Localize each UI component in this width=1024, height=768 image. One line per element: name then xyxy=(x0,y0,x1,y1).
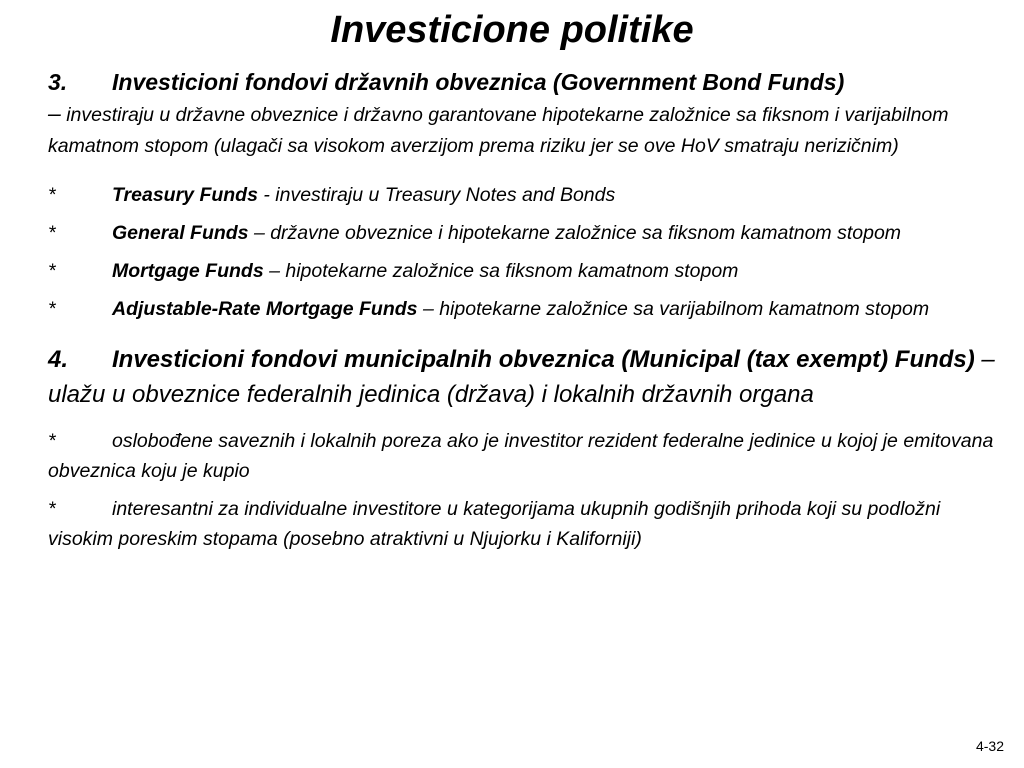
section-4-item-individual-investors xyxy=(48,494,1010,554)
section-3-item-treasury xyxy=(48,180,1010,210)
item-name: Treasury Funds xyxy=(112,184,258,206)
item-text: – državne obveznice i hipotekarne založnice sa fiksnom kamatnom stopom xyxy=(248,222,902,244)
item-name: Mortgage Funds xyxy=(112,260,264,282)
slide-content xyxy=(48,66,1010,554)
item-text: – hipotekarne založnice sa varijabilnom kamatnom stopom xyxy=(417,298,930,320)
section-3-title: Investicioni fondovi državnih obveznica (Government Bond Funds) xyxy=(112,69,845,95)
section-4-number: 4. xyxy=(48,346,69,373)
item-text: oslobođene saveznih i lokalnih poreza ako je investitor rezident federalne jedinice u kojoj je emitovana obveznica koju je kupio xyxy=(48,430,994,482)
slide-title: Investicione politike xyxy=(330,9,694,51)
item-text: interesantni za individualne investitore u kategorijama ukupnih godišnjih prihoda koji su podložni visokim poreskim stopama (posebno atraktivni u Njujorku i Kaliforniji) xyxy=(48,498,941,550)
section-3-item-mortgage xyxy=(48,256,1010,286)
section-3-description-text: investiraju u državne obveznice i državno garantovane hipotekarne založnice sa fiksnom i varijabilnom kamatnom stopom (ulagači sa visokom averzijom prema riziku jer se ove HoV smatraju nerizičnim) xyxy=(48,104,949,157)
bullet: * xyxy=(48,498,56,520)
bullet: * xyxy=(48,222,56,244)
item-text: - investiraju u Treasury Notes and Bonds xyxy=(257,184,616,206)
section-3-item-adjustable xyxy=(48,294,1010,324)
section-3-description xyxy=(48,98,1010,162)
section-4-item-tax-exempt xyxy=(48,426,1010,486)
bullet: * xyxy=(48,430,56,452)
section-3-item-general xyxy=(48,218,1010,248)
section-4-description: – ulažu u obveznice federalnih jedinica (država) i lokalnih državnih organa xyxy=(48,346,995,408)
bullet: * xyxy=(48,260,56,282)
section-4-heading xyxy=(48,342,1010,412)
section-4-title: Investicioni fondovi municipalnih obveznica (Municipal (tax exempt) Funds) xyxy=(112,346,975,373)
section-3-number: 3. xyxy=(48,69,68,95)
item-text: – hipotekarne založnice sa fiksnom kamatnom stopom xyxy=(263,260,739,282)
section-3-heading xyxy=(48,66,1010,98)
item-name: Adjustable-Rate Mortgage Funds xyxy=(112,298,418,320)
bullet: * xyxy=(48,298,56,320)
section-3-dash: – xyxy=(48,100,61,126)
bullet: * xyxy=(48,184,56,206)
item-name: General Funds xyxy=(112,222,249,244)
page-number: 4-32 xyxy=(975,738,1004,754)
